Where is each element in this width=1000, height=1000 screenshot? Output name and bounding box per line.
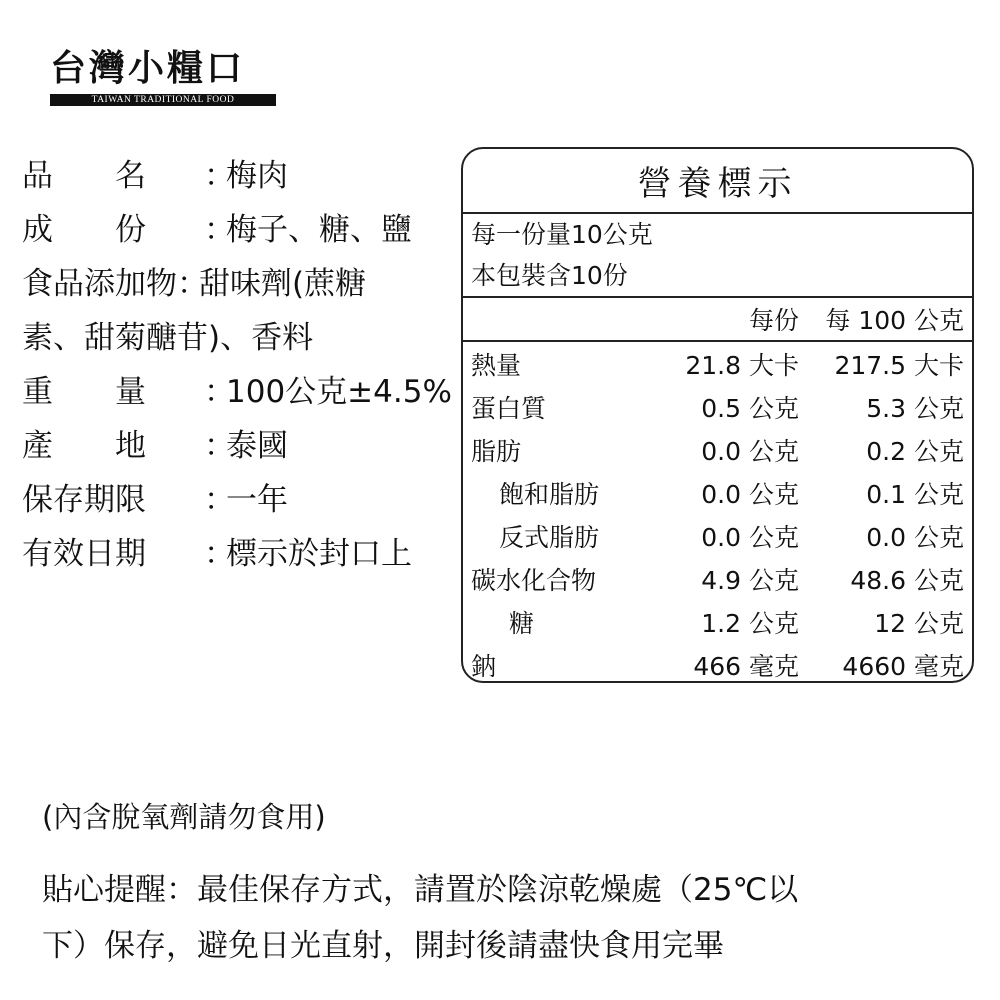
nutrient-per-serving: 0.0 公克 (701, 436, 799, 466)
nutrient-per-100g: 0.1 公克 (866, 479, 964, 509)
info-row-origin (22, 415, 457, 469)
info-value: 一年 (226, 481, 288, 518)
nutrient-per-100g: 0.0 公克 (866, 522, 964, 552)
nutrition-facts-panel (461, 147, 974, 683)
storage-tip (42, 862, 942, 974)
info-label: 有效日期 (22, 535, 146, 572)
info-label: 保存期限 (22, 481, 146, 518)
nutrient-per-serving: 1.2 公克 (701, 608, 799, 638)
nutrition-title: 營養標示 (463, 149, 972, 214)
info-row-additives (22, 253, 457, 307)
nutrient-per-100g: 0.2 公克 (866, 436, 964, 466)
nutrition-row (463, 557, 972, 600)
servings-per-package: 本包裝含10份 (463, 255, 972, 298)
nutrient-per-serving: 466 毫克 (693, 651, 799, 681)
info-label: 重 量 (22, 373, 146, 410)
nutrition-column-header (463, 298, 972, 342)
info-value: 梅肉 (226, 157, 288, 194)
info-additives-continuation: 素、甜菊醣苷)、香料 (22, 319, 314, 356)
nutrient-per-100g: 217.5 大卡 (834, 350, 964, 380)
header-per-serving: 每份 (748, 306, 799, 335)
info-colon: ： (204, 535, 235, 572)
nutrient-name: 熱量 (471, 350, 522, 380)
info-colon: ： (204, 157, 235, 194)
product-info (22, 145, 457, 577)
nutrient-name: 鈉 (471, 651, 497, 681)
info-row-name (22, 145, 457, 199)
nutrient-name: 反式脂肪 (499, 522, 600, 552)
nutrition-row (463, 385, 972, 428)
info-colon: ： (204, 481, 235, 518)
nutrition-row (463, 342, 972, 385)
nutrition-row (463, 643, 972, 683)
nutrient-name: 脂肪 (471, 436, 522, 466)
nutrient-per-100g: 4660 毫克 (842, 651, 964, 681)
nutrient-name: 碳水化合物 (471, 565, 597, 595)
nutrition-row (463, 514, 972, 557)
nutrient-per-100g: 48.6 公克 (850, 565, 964, 595)
nutrient-per-serving: 0.0 公克 (701, 522, 799, 552)
nutrient-per-serving: 0.0 公克 (701, 479, 799, 509)
serving-size: 每一份量10公克 (471, 220, 653, 249)
header-per-100g: 每 100 公克 (825, 306, 964, 335)
nutrient-per-serving: 21.8 大卡 (685, 350, 799, 380)
brand-logo-subtitle: TAIWAN TRADITIONAL FOOD (50, 94, 276, 106)
info-value: 100公克±4.5% (226, 373, 452, 410)
storage-tip-line: 下）保存，避免日光直射，開封後請盡快食用完畢 (42, 928, 724, 964)
nutrient-name: 蛋白質 (471, 393, 547, 423)
info-colon: ： (204, 211, 235, 248)
info-row-ingredients (22, 199, 457, 253)
info-row-expiry (22, 523, 457, 577)
nutrition-row (463, 428, 972, 471)
info-label: 品 名 (22, 157, 146, 194)
info-label: 產 地 (22, 427, 146, 464)
info-value: 甜味劑(蔗糖 (199, 265, 367, 302)
nutrition-row (463, 471, 972, 514)
info-label: 食品添加物 (22, 265, 177, 302)
info-row-shelf-life (22, 469, 457, 523)
nutrient-name: 糖 (509, 608, 535, 638)
brand-logo (50, 44, 280, 106)
nutrient-per-serving: 0.5 公克 (701, 393, 799, 423)
info-value: 標示於封口上 (226, 535, 412, 572)
info-label: 成 份 (22, 211, 146, 248)
nutrient-per-100g: 12 公克 (874, 608, 964, 638)
brand-logo-title: 台灣小糧口 (50, 47, 246, 89)
info-colon: ： (204, 427, 235, 464)
nutrient-name: 飽和脂肪 (499, 479, 600, 509)
info-value: 梅子、糖、鹽 (226, 211, 412, 248)
nutrient-per-serving: 4.9 公克 (701, 565, 799, 595)
info-value: 泰國 (226, 427, 288, 464)
oxygen-absorber-note: (內含脫氧劑請勿食用) (42, 800, 326, 834)
info-row-weight (22, 361, 457, 415)
storage-tip-line: 貼心提醒：最佳保存方式，請置於陰涼乾燥處（25℃以 (42, 872, 799, 908)
nutrition-row (463, 600, 972, 643)
nutrient-per-100g: 5.3 公克 (866, 393, 964, 423)
info-colon: ： (204, 373, 235, 410)
nutrition-rows (463, 342, 972, 683)
info-colon: ： (177, 265, 208, 302)
